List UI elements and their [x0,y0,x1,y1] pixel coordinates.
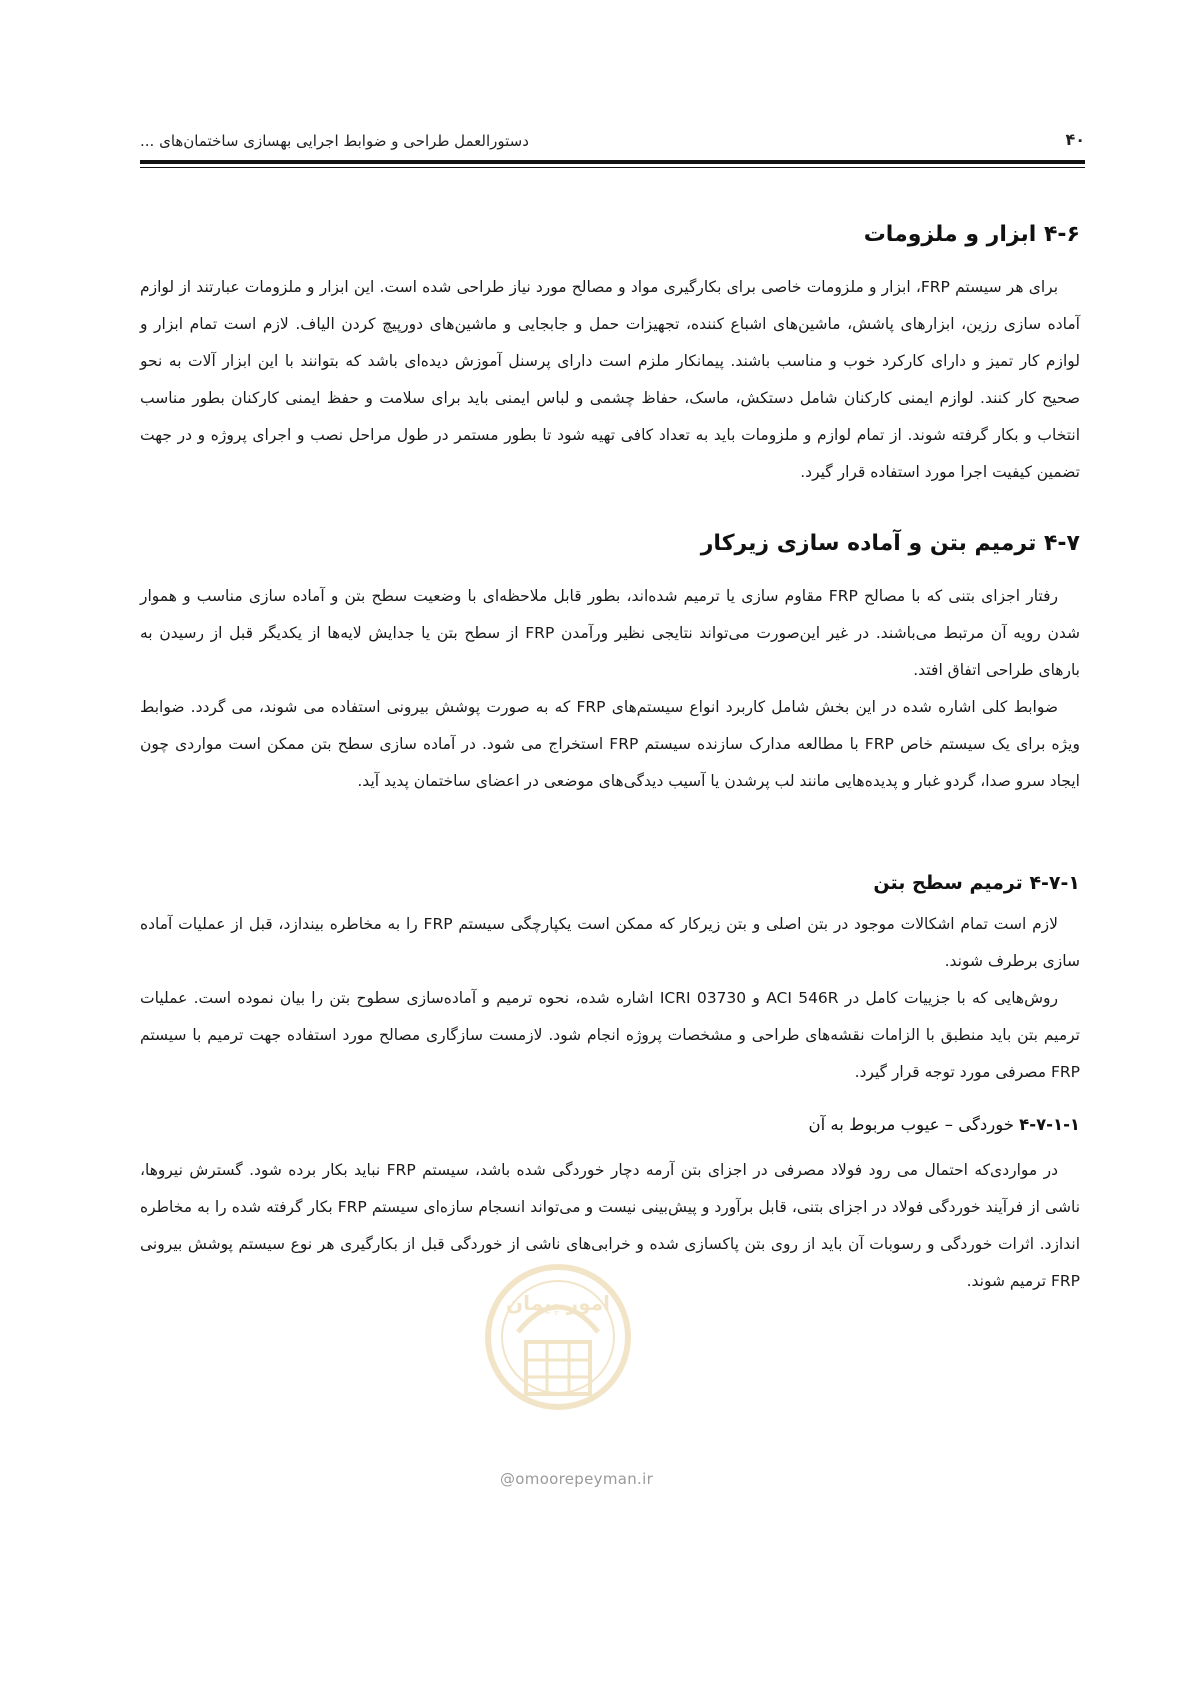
header-title: دستورالعمل طراحی و ضوابط اجرایی بهسازی ساختمان‌های ... [140,132,529,150]
watermark-url: @omoorepeyman.ir [500,1470,654,1488]
running-header [140,128,1085,158]
page-number: ۴۰ [1065,130,1085,149]
header-rule-thin [140,167,1085,168]
paragraph: لازم است تمام اشکالات موجود در بتن اصلی و بتن زیرکار که ممکن است یکپارچگی سیستم FRP را به مخاطره بیندازد، قبل از عملیات آماده سازی برطرف شوند. [140,915,1080,970]
section-heading-tools: ۴-۶ ابزار و ملزومات [863,222,1080,247]
paragraph: در مواردی‌که احتمال می رود فولاد مصرفی در اجزای بتن آرمه دچار خوردگی شده باشد، سیستم FRP نباید بکار برده شود. گسترش نیروها، ناشی از فرآیند خوردگی فولاد در اجزای بتنی، قابل برآورد و پیش‌بینی نیست و می‌تواند انسجام سازه‌ای سیستم FRP بکار گرفته شده را به مخاطره اندازد. اثرات خوردگی و رسوبات آن باید از روی بتن پاکسازی شده و خرابی‌های ناشی از خوردگی قبل از بکارگیری هر نوع سیستم پوشش بیرونی FRP ترمیم شوند. [140,1161,1081,1290]
subsection-heading-surface-repair: ۴-۷-۱ ترمیم سطح بتن [873,872,1080,894]
subsubsection-title: خوردگی – عیوب مربوط به آن [808,1115,1014,1134]
header-rule [140,160,1085,164]
watermark-logo-text: امور پیمان [506,1291,610,1315]
paragraph: روش‌هایی که با جزییات کامل در ACI 546R و ICRI 03730 اشاره شده، نحوه ترمیم و آماده‌سازی سطوح بتن را بیان نموده است. عملیات ترمیم بتن باید منطبق با الزامات نقشه‌های طراحی و مشخصات پروژه انجام شود. لازمست سازگاری مصالح مورد استفاده جهت ترمیم با سیستم FRP مصرفی مورد توجه قرار گیرد. [140,989,1080,1081]
paragraph: رفتار اجزای بتنی که با مصالح FRP مقاوم سازی یا ترمیم شده‌اند، بطور قابل ملاحظه‌ای با وضعیت سطح بتن و آماده سازی مناسب و هموار شدن رویه آن مرتبط می‌باشند. در غیر این‌صورت می‌تواند نتایجی نظیر ورآمدن FRP از سطح بتن یا جدایش لایه‌ها از یکدیگر قبل از رسیدن به بارهای طراحی اتفاق افتد. [140,587,1080,679]
subsubsection-heading-corrosion [140,1115,1080,1134]
paragraph: برای هر سیستم FRP، ابزار و ملزومات خاصی برای بکارگیری مواد و مصالح مورد نیاز طراحی شده است. این ابزار و ملزومات عبارتند از لوازم آماده سازی رزین، ابزارهای پاشش، ماشین‌های اشباع کننده، تجهیزات حمل و جابجایی و ماشین‌های دورپیچ کردن الیاف. لازم است تمام ابزار و لوازم کار تمیز و دارای کارکرد خوب و مناسب باشند. پیمانکار ملزم است دارای پرسنل آموزش دیده‌ای باشد که بتوانند با این ابزار آلات به نحو صحیح کار کنند. لوازم ایمنی کارکنان شامل دستکش، ماسک، حفاظ چشمی و لباس ایمنی باید برای سلامت و حفظ ایمنی کارکنان بطور مناسب انتخاب و بکار گرفته شوند. از تمام لوازم و ملزومات باید به تعداد کافی تهیه شود تا بطور مستمر در طول مراحل نصب و اجرای پروژه و در جهت تضمین کیفیت اجرا مورد استفاده قرار گیرد. [140,278,1080,481]
paragraph: ضوابط کلی اشاره شده در این بخش شامل کاربرد انواع سیستم‌های FRP که به صورت پوشش بیرونی استفاده می شوند، می گردد. ضوابط ویژه برای یک سیستم خاص FRP با مطالعه مدارک سازنده سیستم FRP استخراج می شود. در آماده سازی سطح بتن ممکن است مواردی چون ایجاد سرو صدا، گردو غبار و پدیده‌هایی مانند لب پرشدن یا آسیب دیدگی‌های موضعی در اعضای ساختمان پدید آید. [140,698,1080,790]
page-body [140,222,1080,1300]
subsubsection-number: ۴-۷-۱-۱ [1019,1115,1080,1134]
section-heading-concrete-repair: ۴-۷ ترمیم بتن و آماده سازی زیرکار [700,531,1080,556]
